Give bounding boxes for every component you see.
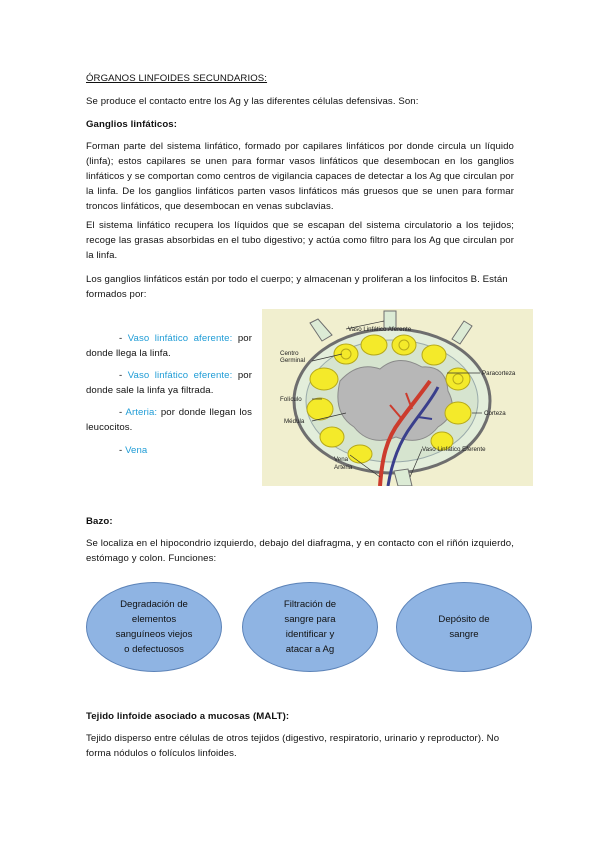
funcion-line: sanguíneos viejos xyxy=(115,629,193,640)
funcion-line: atacar a Ag xyxy=(285,644,335,655)
follicle xyxy=(446,368,470,390)
label-arteria: Arteria xyxy=(334,464,353,471)
list-item-eferente xyxy=(86,368,252,398)
follicle xyxy=(392,335,416,355)
follicle xyxy=(348,445,372,463)
desc-eferente: por donde sale la linfa ya filtrada. xyxy=(86,370,252,396)
label-paracorteza: Paracorteza xyxy=(482,370,516,377)
desc-arteria: por donde llegan los leucocitos. xyxy=(86,407,252,433)
term-vena: Vena xyxy=(125,445,148,456)
desc-aferente: por donde llega la linfa. xyxy=(86,333,252,359)
ganglios-paragraph-3: Los ganglios linfáticos están por todo el cuerpo; y almacenan y proliferan a los linfocitos B. Están formados por: xyxy=(86,274,508,300)
follicle xyxy=(320,427,344,447)
label-eferente: Vaso Linfático Eferente xyxy=(422,446,486,453)
label-corteza: Corteza xyxy=(484,410,506,417)
follicle xyxy=(422,345,446,365)
malt-paragraph: Tejido disperso entre células de otros tejidos (digestivo, respiratorio, urinario y reproductor). No forma nódulos o folículos linfoides. xyxy=(86,733,500,759)
list-item-aferente xyxy=(86,331,252,361)
term-eferente: Vaso linfático eferente: xyxy=(127,370,233,381)
label-vena: Vena xyxy=(334,456,349,463)
label-aferente: Vaso Linfático Aferente xyxy=(348,326,412,333)
ganglios-paragraph-2: El sistema linfático recupera los líquidos que se escapan del sistema circulatorio a los tejidos; recoge las grasas absorbidas en el tubo digestivo; y actúa como filtro para los Ag que circulan por la linfa. xyxy=(86,220,514,261)
funcion-line: sangre xyxy=(449,629,479,640)
lymph-node-diagram xyxy=(262,309,533,486)
bazo-paragraph: Se localiza en el hipocondrio izquierdo, debajo del diafragma, y en contacto con el riñón izquierdo, estómago y colon. Funciones: xyxy=(86,538,514,564)
page-title: ÓRGANOS LINFOIDES SECUNDARIOS: xyxy=(86,73,268,84)
funcion-line: elementos xyxy=(131,614,177,625)
list-dash: - xyxy=(119,445,126,456)
list-item-vena xyxy=(86,443,252,458)
funcion-line: sangre para xyxy=(284,614,336,625)
list-item-arteria xyxy=(86,405,252,435)
term-arteria: Arteria: xyxy=(125,407,158,418)
label-germinal: Germinal xyxy=(280,357,306,364)
list-dash: - xyxy=(119,333,128,344)
malt-heading: Tejido linfoide asociado a mucosas (MALT): xyxy=(86,711,290,722)
intro-text: Se produce el contacto entre los Ag y las diferentes células defensivas. Son: xyxy=(86,96,419,107)
follicle xyxy=(445,402,471,424)
funcion-filtracion xyxy=(242,582,378,672)
label-foliculo: Folículo xyxy=(280,396,302,403)
funcion-line: Filtración de xyxy=(283,599,337,610)
term-aferente: Vaso linfático aferente: xyxy=(127,333,233,344)
funcion-line: o defectuosos xyxy=(124,644,184,655)
funcion-line: identificar y xyxy=(285,629,335,640)
funcion-line: Degradación de xyxy=(120,599,188,610)
funcion-line: Depósito de xyxy=(438,614,490,625)
funcion-degradacion xyxy=(86,582,222,672)
ganglios-paragraph-1: Forman parte del sistema linfático, formado por capilares linfáticos por donde circula un líquido (linfa); estos capilares se unen para formar vasos linfáticos que desembocan en los ganglios linfáticos y se comportan como centros de vigilancia capaces de detectar a los Ag que circulan por la linfa. De los ganglios linfáticos parten vasos linfáticos más gruesos que se unen para formar troncos linfáticos, que desembocan en venas subclavias. xyxy=(86,141,514,212)
funcion-deposito xyxy=(396,582,532,672)
follicle xyxy=(361,335,387,355)
list-dash: - xyxy=(119,370,128,381)
list-dash: - xyxy=(119,407,126,418)
bazo-heading: Bazo: xyxy=(86,516,113,527)
follicle xyxy=(334,344,358,364)
label-medula: Médula xyxy=(284,418,305,425)
follicle xyxy=(310,368,338,390)
label-centro: Centro xyxy=(280,350,299,357)
ganglios-heading: Ganglios linfáticos: xyxy=(86,119,178,130)
